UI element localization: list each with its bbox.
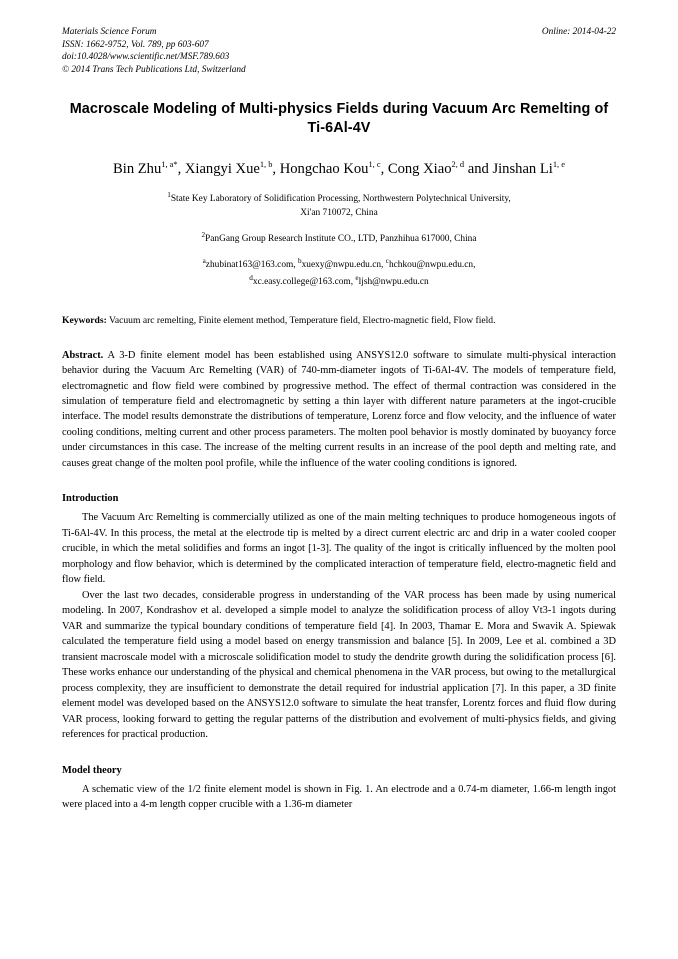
email-marker-c: c <box>385 257 389 266</box>
author-2-name: , Xiangyi Xue <box>177 160 260 177</box>
keywords-block <box>62 314 616 328</box>
author-1-sup: 1, a* <box>161 160 178 170</box>
abstract-text: A 3-D finite element model has been established using ANSYS12.0 software to simulate multi-physical interaction behavior during the Vacuum Arc Remelting (VAR) of 740-mm-diameter ingots of Ti-6Al-4V. The models of temperature field, electromagnetic and flow field were combined by progressive method. The effect of thermal contraction was considered in the simulation of temperature field and electromagnetic by setting a thin layer with different nature parameters at the ingot-crucible interface. The model results demonstrate the distributions of temperature, Lorenz force and flow velocity, and the influence of water cooling conditions, melting current and other process parameters. The molten pool behavior is mostly dominated by buoyancy force under circumstances in this case. The increase of the melting current results in an increase of the pool depth and melting rate, and causes great change of the molten pool profile, while the influence of the water cooling conditions is ignored. <box>62 349 616 469</box>
journal-name: Materials Science Forum <box>62 27 157 37</box>
abstract-block <box>62 348 616 471</box>
email-marker-d: d <box>249 274 253 283</box>
affiliation-1-text: State Key Laboratory of Solidification Processing, Northwestern Polytechnical University, <box>170 194 511 205</box>
affiliation-1-marker: 1 <box>167 191 171 200</box>
online-date: Online: 2014-04-22 <box>541 27 616 37</box>
copyright-line: © 2014 Trans Tech Publications Ltd, Switzerland <box>62 64 246 75</box>
email-c: hchkou@nwpu.edu.cn, <box>388 260 476 271</box>
email-line-2 <box>62 273 616 290</box>
section-heading-introduction: Introduction <box>62 493 119 505</box>
author-list <box>62 159 616 179</box>
email-b: xuexy@nwpu.edu.cn, <box>301 260 386 271</box>
email-a: zhubinat163@163.com, <box>205 260 298 271</box>
page-header <box>62 26 616 78</box>
affiliation-2-marker: 2 <box>201 230 206 239</box>
email-e: ljsh@nwpu.edu.cn <box>358 277 429 288</box>
author-3-sup: 1, c <box>368 160 381 170</box>
abstract-label: Abstract. <box>62 349 104 361</box>
keywords-label: Keywords: <box>62 314 107 326</box>
email-marker-a: a <box>202 257 206 266</box>
email-line-1 <box>62 256 616 273</box>
email-d: xc.easy.college@163.com, <box>252 277 356 288</box>
author-4-sup: 2, d <box>451 160 465 170</box>
affiliation-1 <box>62 190 616 220</box>
issn-line: ISSN: 1662-9752, Vol. 789, pp 603-607 <box>62 39 209 50</box>
section-heading-model-theory: Model theory <box>62 764 122 776</box>
paragraph: Over the last two decades, considerable progress in understanding of the VAR process has been made by using numerical modeling. In 2007, Kondrashov et al. developed a simple model to analyze the solidification process of alloy Vt3-1 ingots during VAR and summarize the typical boundary conditions of temperature field [4]. In 2003, Thamar E. Mora and Swavik A. Spiewak calculated the temperature field using a model based on energy transmission and balance [5]. In 2009, Lee et al. combined a 3D transient macroscale model with a microscale solidification model to study the dendrite growth during the solidification process [6]. These works enhance our understanding of the physical and chemical phenomena in the VAR process, but owing to the metallurgical process complexity, they are insufficient to demonstrate the detail required for industrial application [7]. In this paper, a 3D finite element model was developed based on the ANSYS12.0 software to simulate the heat transfer, Lorentz forces and fluid flow during VAR process, looking forward to getting the regular patterns of the distribution and evolvement of multi-physics fields, and giving references for practical production. <box>62 589 616 741</box>
affiliation-2-text: PanGang Group Research Institute CO., LTD, Panzhihua 617000, China <box>205 233 477 244</box>
doi-line: doi:10.4028/www.scientific.net/MSF.789.603 <box>62 52 230 63</box>
email-marker-b: b <box>298 257 302 266</box>
author-4-name: , Cong Xiao <box>380 160 452 177</box>
header-left-block <box>62 26 616 77</box>
keywords-text: Vacuum arc remelting, Finite element method, Temperature field, Electro-magnetic field, Flow field. <box>106 314 496 326</box>
author-emails <box>62 256 616 290</box>
author-1-name: Bin Zhu <box>113 160 162 177</box>
email-marker-e: e <box>355 274 359 283</box>
affiliation-1-text2: Xi'an 710072, China <box>300 208 378 219</box>
paragraph: The Vacuum Arc Remelting is commercially utilized as one of the main melting techniques to produce homogeneous ingots of Ti-6Al-4V. In this process, the metal at the electrode tip is melted by a direct current electric arc and drip in a water cooled cooper crucible, in which the metal solidifies and forms an ingot [1-3]. The quality of the ingot is critically influenced by the molten pool morphology and flow behavior, which is determined by the complicated interaction of temperature field, electro-magnetic field and flow field. <box>62 512 616 586</box>
paragraph: A schematic view of the 1/2 finite element model is shown in Fig. 1. An electrode and a 0.74-m diameter, 1.66-m length ingot were placed into a 4-m length copper crucible with a 1.36-m diameter <box>62 783 616 811</box>
author-3-name: , Hongchao Kou <box>272 160 369 177</box>
author-5-name: and Jinshan Li <box>464 160 553 177</box>
page-title: Macroscale Modeling of Multi-physics Fields during Vacuum Arc Remelting of Ti-6Al-4V <box>69 101 609 137</box>
affiliation-2 <box>62 230 616 247</box>
author-2-sup: 1, b <box>259 160 273 170</box>
author-5-sup: 1, e <box>552 160 565 170</box>
